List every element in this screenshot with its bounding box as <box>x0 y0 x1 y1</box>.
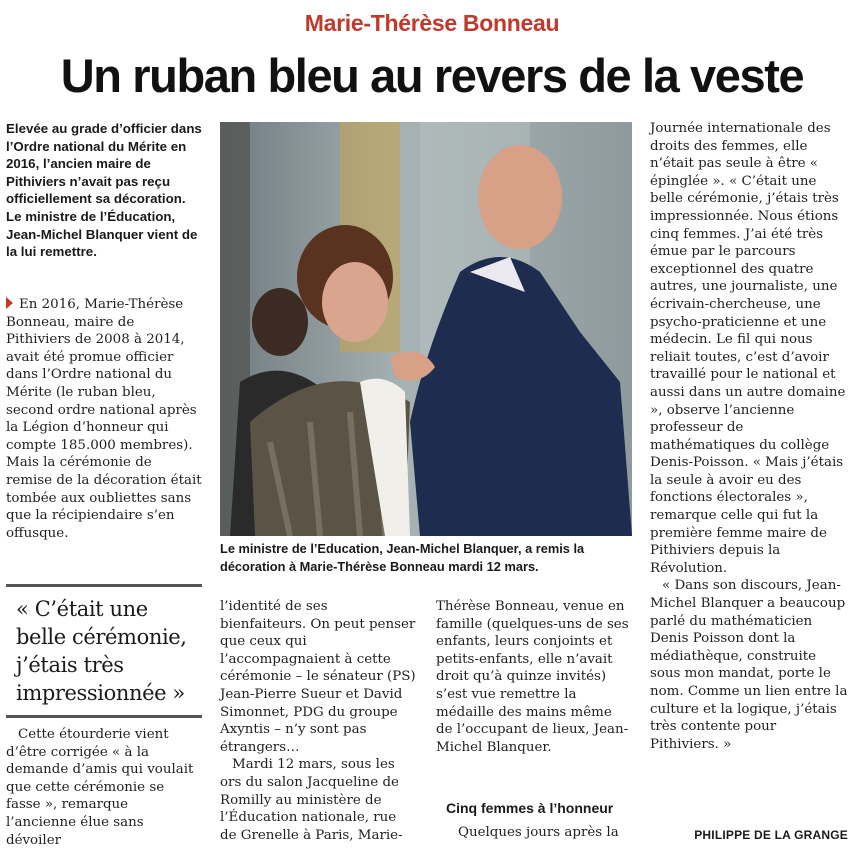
body-paragraph <box>6 296 202 542</box>
section-subhead: Cinq femmes à l’honneur <box>446 800 614 816</box>
article-photo <box>220 122 632 536</box>
body-paragraph: « Dans son discours, Jean-Michel Blanquer a beaucoup parlé du mathématicien Denis Poisson dont la médiathèque, construite sous mon mandat, porte le nom. Comme un lien entre la culture et la logique, j’étais très contente pour Pithiviers. » <box>650 578 848 752</box>
pull-quote-box <box>6 584 202 718</box>
body-column-3-continued <box>446 824 632 842</box>
body-intro-text: En 2016, Marie-Thérèse Bonneau, maire de Pithiviers de 2008 à 2014, avait été promue officier dans l’Ordre national du Mérite (le ruban bleu, second ordre national après la Légion d’honneur qui compte 185.000 membres). Mais la cérémonie de remise de la décoration était tombée aux oubliettes sans que la récipiendaire s’en offusque. <box>6 297 202 541</box>
body-paragraph: Thérèse Bonneau, venue en famille (quelques-uns de ses enfants, leurs conjoints et petits-enfants, elle n’avait droit qu’à quinze invités) s’est vue remettre la médaille des mains même de l’occupant de lieux, Jean-Michel Blanquer. <box>436 599 629 755</box>
article-headline: Un ruban bleu au revers de la veste <box>60 49 804 102</box>
body-column-1 <box>6 296 202 542</box>
body-paragraph: Cette étourderie vient d’être corrigée « à la demande d’amis qui voulait que cette cérémonie se fasse », remarque l’ancienne élue sans dévoiler <box>6 727 194 848</box>
body-column-2 <box>220 598 416 844</box>
body-paragraph: Journée internationale des droits des femmes, elle n’était pas seule à être « épinglée ». « C’était une belle cérémonie, j’étais très impressionnée. Nous étions cinq femmes. J’ai été très émue par le parcours exceptionnel des quatre autres, une journaliste, une écrivain-chercheuse, une psycho-praticienne et une médecin. Le fil qui nous reliait toutes, c’est d’avoir travaillé pour le national et aussi dans un autre domaine », observe l’ancienne professeur de mathématiques du collège Denis-Poisson. « Mais j’étais la seule à avoir eu des fonctions électorales », remarque celle qui fut la première femme maire de Pithiviers depuis la Révolution. <box>650 121 846 576</box>
photo-illustration <box>220 122 632 536</box>
body-column-4 <box>650 120 848 753</box>
body-column-3 <box>436 598 632 756</box>
article-byline: PHILIPPE DE LA GRANGE <box>694 828 848 842</box>
body-paragraph: l’identité de ses bienfaiteurs. On peut penser que ceux qui l’accompagnaient à cette cérémonie – le sénateur (PS) Jean-Pierre Sueur et David Simonnet, PDG du groupe Axyntis – n’y sont pas étrangers… <box>220 599 416 755</box>
body-paragraph: Mardi 12 mars, sous les ors du salon Jacqueline de Romilly au ministère de l’Éducation nationale, rue de Grenelle à Paris, Marie- <box>220 757 403 843</box>
body-column-1-continued <box>6 726 202 849</box>
paragraph-marker-icon <box>6 297 13 309</box>
article-kicker: Marie-Thérèse Bonneau <box>304 10 560 36</box>
article-lede: Elevée au grade d’officier dans l’Ordre national du Mérite en 2016, l’ancien maire de Pithiviers n’avait pas reçu officiellement sa décoration. Le ministre de l’Éducation, Jean-Michel Blanquer vient de la lui remettre. <box>6 121 202 260</box>
body-paragraph: Quelques jours après la <box>458 825 619 840</box>
photo-caption: Le ministre de l’Education, Jean-Michel Blanquer, a remis la décoration à Marie-Thérèse Bonneau mardi 12 mars. <box>220 541 585 574</box>
pull-quote-text: « C’était une belle cérémonie, j’étais très impressionnée » <box>16 597 187 705</box>
